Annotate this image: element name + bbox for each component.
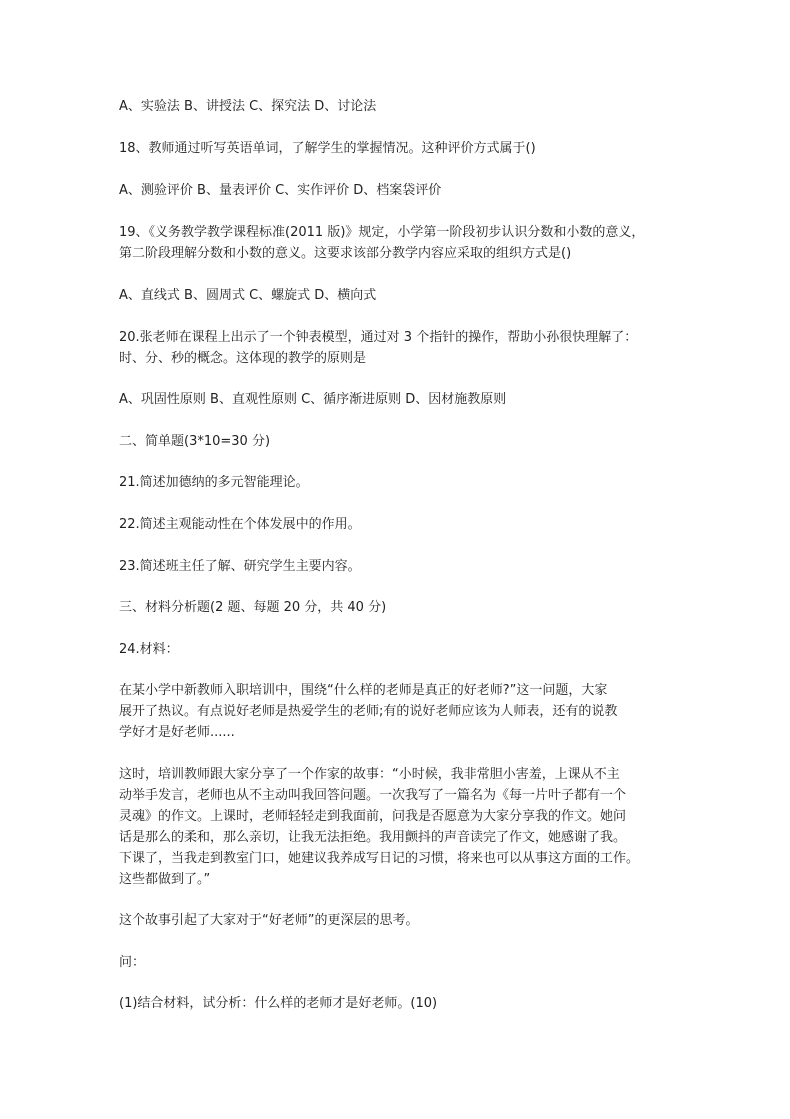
material-para1-line-1: 在某小学中新教师入职培训中，围绕“什么样的老师是真正的好老师?”这一问题，大家 xyxy=(119,683,608,698)
material-para2-line-4: 话是那么的柔和，那么亲切，让我无法拒绝。我用颤抖的声音读完了作文，她感谢了我。 xyxy=(119,830,627,845)
q23-question: 23.简述班主任了解、研究学生主要内容。 xyxy=(119,559,361,574)
q21-question: 21.简述加德纳的多元智能理论。 xyxy=(119,475,309,490)
q22-question: 22.简述主观能动性在个体发展中的作用。 xyxy=(119,517,361,532)
section-heading-3: 三、材料分析题(2 题、每题 20 分，共 40 分) xyxy=(119,600,387,615)
material-para2-line-6: 这些都做到了。” xyxy=(119,872,211,887)
q20-options: A、巩固性原则 B、直观性原则 C、循序渐进原则 D、因材施教原则 xyxy=(119,392,507,407)
material-para2-line-2: 动举手发言，老师也从不主动叫我回答问题。一次我写了一篇名为《每一片叶子都有一个 xyxy=(119,788,627,803)
q18-question: 18、教师通过听写英语单词，了解学生的掌握情况。这种评价方式属于() xyxy=(119,141,536,156)
q19-options: A、直线式 B、圆周式 C、螺旋式 D、横向式 xyxy=(119,288,377,303)
material-para2-line-1: 这时，培训教师跟大家分享了一个作家的故事：“小时候，我非常胆小害羞，上课从不主 xyxy=(119,767,620,782)
section-heading-2: 二、简单题(3*10=30 分) xyxy=(119,434,271,449)
material-para2-line-5: 下课了，当我走到教室门口，她建议我养成写日记的习惯，将来也可以从事这方面的工作。 xyxy=(119,851,640,866)
q20-question-line-1: 20.张老师在课程上出示了一个钟表模型，通过对 3 个指针的操作，帮助小孙很快理解了： xyxy=(119,330,638,345)
material-para3: 这个故事引起了大家对于“好老师”的更深层的思考。 xyxy=(119,913,419,928)
material-para1-line-2: 展开了热议。有点说好老师是热爱学生的老师;有的说好老师应该为人师表，还有的说教 xyxy=(119,704,618,719)
material-para2-line-3: 灵魂》的作文。上课时，老师轻轻走到我面前，问我是否愿意为大家分享我的作文。她问 xyxy=(119,809,627,824)
q17-options: A、实验法 B、讲授法 C、探究法 D、讨论法 xyxy=(119,99,377,114)
question-label: 问： xyxy=(119,955,146,970)
q24-material-label: 24.材料： xyxy=(119,642,179,657)
sub-question-1: (1)结合材料，试分析：什么样的老师才是好老师。(10) xyxy=(119,996,438,1011)
q19-question-line-1: 19、《义务教学教学课程标准(2011 版)》规定，小学第一阶段初步认识分数和小数的意义， xyxy=(119,225,645,240)
material-para1-line-3: 学好才是好老师...... xyxy=(119,725,235,740)
q20-question-line-2: 时、分、秒的概念。这体现的教学的原则是 xyxy=(119,351,367,366)
q19-question-line-2: 第二阶段理解分数和小数的意义。这要求该部分教学内容应采取的组织方式是() xyxy=(119,246,572,261)
q18-options: A、测验评价 B、量表评价 C、实作评价 D、档案袋评价 xyxy=(119,183,442,198)
